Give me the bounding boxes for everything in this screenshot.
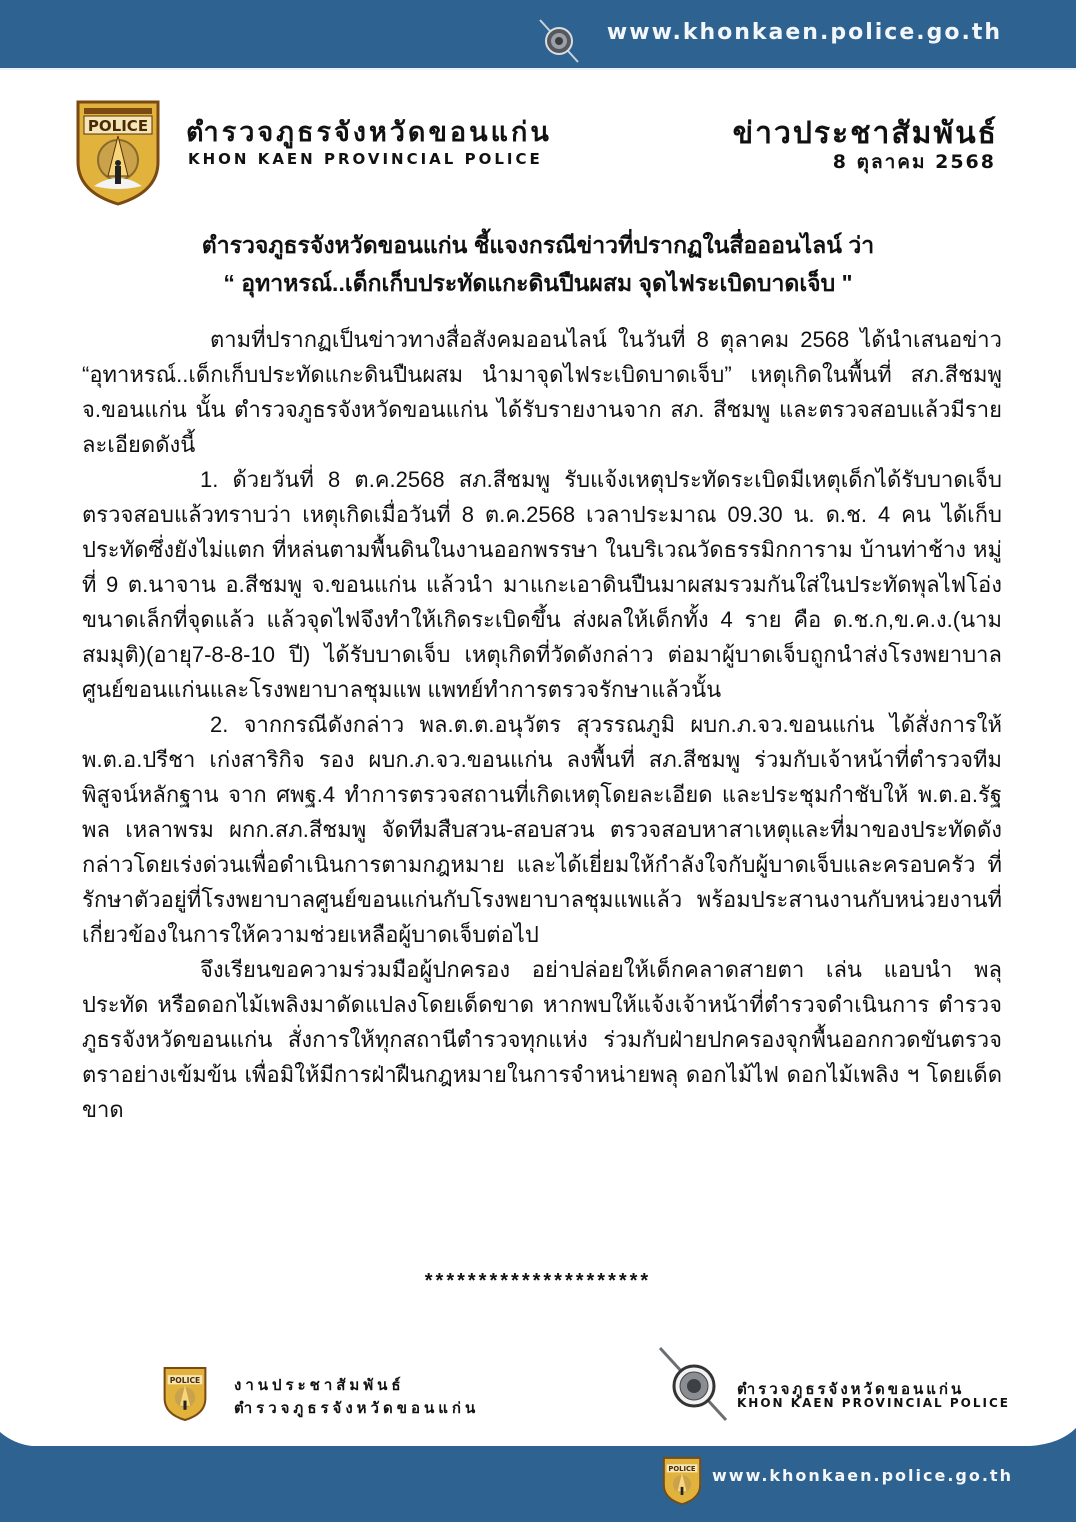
footer-pr-unit: งานประชาสัมพันธ์ [234, 1376, 405, 1394]
police-shield-logo-icon [163, 1367, 207, 1421]
police-seal-icon [656, 1346, 732, 1422]
headline-line-2: “ อุทาหรณ์..เด็กเก็บประทัดแกะดินปืนผสม จุดไฟระเบิดบาดเจ็บ " [223, 270, 853, 296]
item-2-paragraph: 2. จากกรณีดังกล่าว พล.ต.ต.อนุวัตร สุวรรณภูมิ ผบก.ภ.จว.ขอนแก่น ได้สั่งการให้ พ.ต.อ.ปรีชา เก่งสาริกิจ รอง ผบก.ภ.จว.ขอนแก่น ลงพื้นที่ สภ.สีชมพู ร่วมกับเจ้าหน้าที่ตำรวจทีมพิสูจน์หลักฐาน จาก ศพฐ.4 ทำการตรวจสถานที่เกิดเหตุโดยละเอียด และประชุมกำชับให้ พ.ต.อ.รัฐพล เหลาพรม ผกก.สภ.สีชมพู จัดทีมสืบสวน-สอบสวน ตรวจสอบหาสาเหตุและที่มาของประทัดดังกล่าวโดยเร่งด่วนเพื่อดำเนินการตามกฎหมาย และได้เยี่ยมให้กำลังใจกับผู้บาดเจ็บและครอบครัว ที่รักษาตัวอยู่ที่โรงพยาบาลศูนย์ขอนแก่นกับโรงพยาบาลชุมแพแล้ว พร้อมประสานงานกับหน่วยงานที่เกี่ยวข้องในการให้ความช่วยเหลือผู้บาดเจ็บต่อไป [82, 712, 1002, 947]
footer-org-thai-left: ตำรวจภูธรจังหวัดขอนแก่น [234, 1399, 480, 1417]
asterisk-separator: ********************* [424, 1270, 652, 1292]
police-shield-logo-icon [76, 100, 160, 206]
document-type-title: ข่าวประชาสัมพันธ์ [732, 116, 998, 151]
org-name-english: KHON KAEN PROVINCIAL POLICE [188, 150, 543, 168]
svg-text:POLICE: POLICE [87, 117, 149, 135]
item-1-paragraph: 1. ด้วยวันที่ 8 ต.ค.2568 สภ.สีชมพู รับแจ้งเหตุประทัดระเบิดมีเหตุเด็กได้รับบาดเจ็บ ตรวจสอบแล้วทราบว่า เหตุเกิดเมื่อวันที่ 8 ต.ค.2568 เวลาประมาณ 09.30 น. ด.ช. 4 คน ได้เก็บประทัดซึ่งยังไม่แตก ที่หล่นตามพื้นดินในงานออกพรรษา ในบริเวณวัดธรรมิกการาม บ้านท่าช้าง หมู่ที่ 9 ต.นาจาน อ.สีชมพู จ.ขอนแก่น แล้วนำ มาแกะเอาดินปืนมาผสมรวมกันใส่ในประทัดพุลไฟโอ่งขนาดเล็กที่จุดแล้ว แล้วจุดไฟจึงทำให้เกิดระเบิดขึ้น ส่งผลให้เด็กทั้ง 4 ราย คือ ด.ช.ก,ข.ค.ง.(นามสมมุติ)(อายุ7-8-8-10 ปี) ได้รับบาดเจ็บ เหตุเกิดที่วัดดังกล่าว ต่อมาผู้บาดเจ็บถูกนำส่งโรงพยาบาลศูนย์ขอนแก่นและโรงพยาบาลชุมแพ แพทย์ทำการตรวจรักษาแล้วนั้น [82, 467, 1002, 702]
svg-text:POLICE: POLICE [668, 1465, 696, 1474]
org-name-thai: ตำรวจภูธรจังหวัดขอนแก่น [186, 117, 552, 148]
headline [60, 226, 1016, 302]
closing-paragraph: จึงเรียนขอความร่วมมือผู้ปกครอง อย่าปล่อยให้เด็กคลาดสายตา เล่น แอบนำ พลุ ประทัด หรือดอกไม้เพลิงมาดัดแปลงโดยเด็ดขาด หากพบให้แจ้งเจ้าหน้าที่ตำรวจดำเนินการ ตำรวจภูธรจังหวัดขอนแก่น สั่งการให้ทุกสถานีตำรวจทุกแห่ง ร่วมกับฝ่ายปกครองจุกพื้นออกกวดขันตรวจตราอย่างเข้มข้น เพื่อมิให้มีการฝ่าฝืนกฎหมายในการจำหน่ายพลุ ดอกไม้ไฟ ดอกไม้เพลิง ฯ โดยเด็ดขาด [82, 957, 1002, 1122]
footer-org-thai-right: ตำรวจภูธรจังหวัดขอนแก่น [737, 1380, 965, 1398]
police-seal-icon [536, 18, 582, 64]
svg-text:POLICE: POLICE [169, 1375, 201, 1385]
website-url-top[interactable]: www.khonkaen.police.go.th [606, 20, 1002, 45]
document-date: 8 ตุลาคม 2568 [832, 151, 996, 173]
police-shield-logo-icon [663, 1457, 701, 1505]
footer-org-english: KHON KAEN PROVINCIAL POLICE [737, 1396, 1010, 1410]
intro-paragraph: ตามที่ปรากฏเป็นข่าวทางสื่อสังคมออนไลน์ ในวันที่ 8 ตุลาคม 2568 ได้นำเสนอข่าว “อุทาหรณ์..เด็กเก็บประทัดแกะดินปืนผสม นำมาจุดไฟระเบิดบาดเจ็บ” เหตุเกิดในพื้นที่ สภ.สีชมพู จ.ขอนแก่น นั้น ตำรวจภูธรจังหวัดขอนแก่น ได้รับรายงานจาก สภ. สีชมพู และตรวจสอบแล้วมีรายละเอียดดังนี้ [82, 327, 1002, 457]
website-url-bottom[interactable]: www.khonkaen.police.go.th [712, 1466, 1013, 1485]
headline-line-1: ตำรวจภูธรจังหวัดขอนแก่น ชี้แจงกรณีข่าวที่ปรากฏในสื่อออนไลน์ ว่า [201, 232, 875, 258]
press-release-body [82, 322, 1002, 1127]
